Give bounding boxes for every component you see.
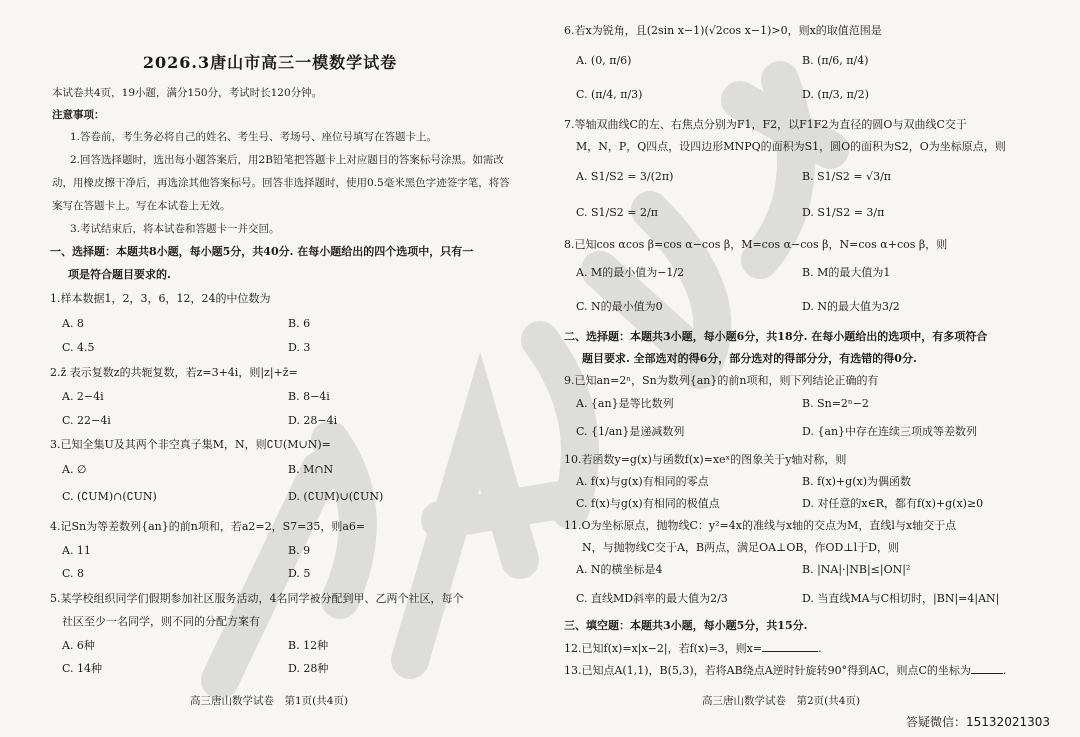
q3-option-c: C. (∁UM)∩(∁UN) bbox=[62, 490, 157, 503]
q6-option-d: D. (π/3, π/2) bbox=[802, 88, 869, 101]
page-2-footer: 高三唐山数学试卷 第2页(共4页) bbox=[702, 695, 861, 707]
question-6: 6.若x为锐角，且(2sin x−1)(√2cos x−1)>0，则x的取值范围是 bbox=[564, 24, 882, 37]
q5-option-a: A. 6种 bbox=[62, 639, 95, 652]
q11-option-c: C. 直线MD斜率的最大值为2/3 bbox=[576, 592, 728, 605]
q9-option-b: B. Sn=2ⁿ−2 bbox=[802, 397, 869, 410]
section-1-heading: 一、选择题：本题共8小题，每小题5分，共40分. 在每小题给出的四个选项中，只有一 bbox=[50, 245, 474, 258]
question-1: 1.样本数据1，2，3，6，12，24的中位数为 bbox=[50, 292, 271, 305]
intro-text: 本试卷共4页，19小题，满分150分，考试时长120分钟。 bbox=[52, 87, 323, 99]
page-1-footer: 高三唐山数学试卷 第1页(共4页) bbox=[190, 695, 349, 707]
question-5: 5.某学校组织同学们假期参加社区服务活动，4名同学被分配到甲、乙两个社区，每个 bbox=[50, 592, 464, 605]
q10-option-c: C. f(x)与g(x)有相同的极值点 bbox=[576, 497, 720, 510]
q2-option-c: C. 22−4i bbox=[62, 414, 111, 427]
exam-title: 2026.3唐山市高三一模数学试卷 bbox=[142, 53, 398, 72]
question-5-cont: 社区至少一名同学，则不同的分配方案有 bbox=[62, 615, 260, 628]
q4-option-b: B. 9 bbox=[288, 544, 311, 557]
question-8: 8.已知cos αcos β=cos α−cos β，M=cos α−cos β，N=cos α+cos β，则 bbox=[564, 238, 948, 251]
question-4: 4.记Sn为等差数列{an}的前n项和，若a2=2，S7=35，则a6= bbox=[50, 520, 366, 533]
question-12-line: 12.已知f(x)=x|x−2|，若f(x)=3，则x= . bbox=[564, 642, 822, 655]
question-12: 12.已知f(x)=x|x−2|，若f(x)=3，则x= bbox=[564, 642, 763, 655]
notice-3: 3.考试结束后，将本试卷和答题卡一并交回。 bbox=[70, 223, 280, 235]
question-10: 10.若函数y=g(x)与函数f(x)=xeˣ的图象关于y轴对称，则 bbox=[564, 453, 847, 466]
section-3-heading: 三、填空题：本题共3小题，每小题5分，共15分. bbox=[564, 619, 808, 632]
q7-option-a: A. S1/S2 = 3/(2π) bbox=[576, 170, 674, 183]
q5-option-c: C. 14种 bbox=[62, 662, 103, 675]
q7-option-d: D. S1/S2 = 3/π bbox=[802, 206, 885, 219]
q13-answer-blank[interactable] bbox=[971, 663, 1003, 674]
q1-option-b: B. 6 bbox=[288, 317, 311, 330]
q1-option-c: C. 4.5 bbox=[62, 341, 95, 354]
question-7: 7.等轴双曲线C的左、右焦点分别为F1，F2，以F1F2为直径的圆O与双曲线C交于 bbox=[564, 118, 967, 131]
q2-option-d: D. 28−4i bbox=[288, 414, 338, 427]
q10-option-b: B. f(x)+g(x)为偶函数 bbox=[802, 475, 911, 488]
q1-option-a: A. 8 bbox=[62, 317, 84, 330]
q6-option-b: B. (π/6, π/4) bbox=[802, 54, 869, 67]
question-2: 2.z̄ 表示复数z的共轭复数，若z=3+4i，则|z|+z̄= bbox=[50, 366, 298, 379]
q8-option-c: C. N的最小值为0 bbox=[576, 300, 663, 313]
q9-option-a: A. {an}是等比数列 bbox=[576, 397, 674, 410]
q1-option-d: D. 3 bbox=[288, 341, 311, 354]
q6-option-c: C. (π/4, π/3) bbox=[576, 88, 643, 101]
q10-option-d: D. 对任意的x∈R，都有f(x)+g(x)≥0 bbox=[802, 497, 984, 510]
q12-answer-blank[interactable] bbox=[762, 641, 818, 652]
q11-option-d: D. 当直线MA与C相切时，|BN|=4|AN| bbox=[802, 592, 1000, 605]
question-11-cont: N，与抛物线C交于A，B两点，满足OA⊥OB，作OD⊥l于D，则 bbox=[582, 541, 899, 554]
q2-option-a: A. 2−4i bbox=[62, 390, 104, 403]
q4-option-a: A. 11 bbox=[62, 544, 91, 557]
notice-1: 1.答卷前，考生务必将自己的姓名、考生号、考场号、座位号填写在答题卡上。 bbox=[70, 131, 438, 143]
q7-option-c: C. S1/S2 = 2/π bbox=[576, 206, 658, 219]
q6-option-a: A. (0, π/6) bbox=[576, 54, 632, 67]
notice-header: 注意事项： bbox=[52, 109, 105, 121]
q3-option-d: D. (∁UM)∪(∁UN) bbox=[288, 490, 384, 503]
q10-option-a: A. f(x)与g(x)有相同的零点 bbox=[576, 475, 709, 488]
question-11: 11.O为坐标原点，抛物线C：y²=4x的准线与x轴的交点为M，直线l与x轴交于点 bbox=[564, 519, 957, 532]
exam-page-2 bbox=[540, 0, 1080, 737]
q3-option-b: B. M∩N bbox=[288, 463, 334, 476]
q8-option-a: A. M的最小值为−1/2 bbox=[576, 266, 685, 279]
question-13: 13.已知点A(1,1)，B(5,3)，若将AB绕点A逆时针旋转90°得到AC，则点C的坐标为 bbox=[564, 664, 971, 677]
q8-option-b: B. M的最大值为1 bbox=[802, 266, 891, 279]
notice-2c: 案写在答题卡上。写在本试卷上无效。 bbox=[52, 200, 231, 212]
q9-option-d: D. {an}中存在连续三项成等差数列 bbox=[802, 425, 978, 438]
q4-option-c: C. 8 bbox=[62, 567, 85, 580]
q11-option-a: A. N的横坐标是4 bbox=[576, 563, 663, 576]
q2-option-b: B. 8−4i bbox=[288, 390, 330, 403]
q7-option-b: B. S1/S2 = √3/π bbox=[802, 170, 892, 183]
question-3: 3.已知全集U及其两个非空真子集M，N，则∁U(M∪N)= bbox=[50, 438, 331, 451]
question-7-cont: M，N，P，Q四点，设四边形MNPQ的面积为S1，圆O的面积为S2，O为坐标原点，则 bbox=[576, 140, 1006, 153]
question-9: 9.已知an=2ⁿ，Sn为数列{an}的前n项和，则下列结论正确的有 bbox=[564, 374, 879, 387]
question-13-line: 13.已知点A(1,1)，B(5,3)，若将AB绕点A逆时针旋转90°得到AC，则点C的坐标为 . bbox=[564, 664, 1007, 677]
q4-option-d: D. 5 bbox=[288, 567, 311, 580]
contact-wechat: 答疑微信：15132021303 bbox=[906, 715, 1050, 729]
notice-2a: 2.回答选择题时，选出每小题答案后，用2B铅笔把答题卡上对应题目的答案标号涂黑。如需改 bbox=[70, 154, 504, 166]
section-2-heading-cont: 题目要求. 全部选对的得6分，部分选对的得部分分，有选错的得0分. bbox=[582, 352, 917, 365]
q5-option-d: D. 28种 bbox=[288, 662, 329, 675]
q11-option-b: B. |NA|·|NB|≤|ON|² bbox=[802, 563, 911, 576]
q5-option-b: B. 12种 bbox=[288, 639, 329, 652]
section-2-heading: 二、选择题：本题共3小题，每小题6分，共18分. 在每小题给出的选项中，有多项符合 bbox=[564, 330, 988, 343]
q3-option-a: A. ∅ bbox=[62, 463, 87, 476]
section-1-heading-cont: 项是符合题目要求的. bbox=[68, 268, 171, 281]
q8-option-d: D. N的最大值为3/2 bbox=[802, 300, 900, 313]
notice-2b: 动，用橡皮擦干净后，再选涂其他答案标号。回答非选择题时，使用0.5毫米黑色字迹签字笔，将答 bbox=[52, 177, 510, 189]
q9-option-c: C. {1/an}是递减数列 bbox=[576, 425, 685, 438]
